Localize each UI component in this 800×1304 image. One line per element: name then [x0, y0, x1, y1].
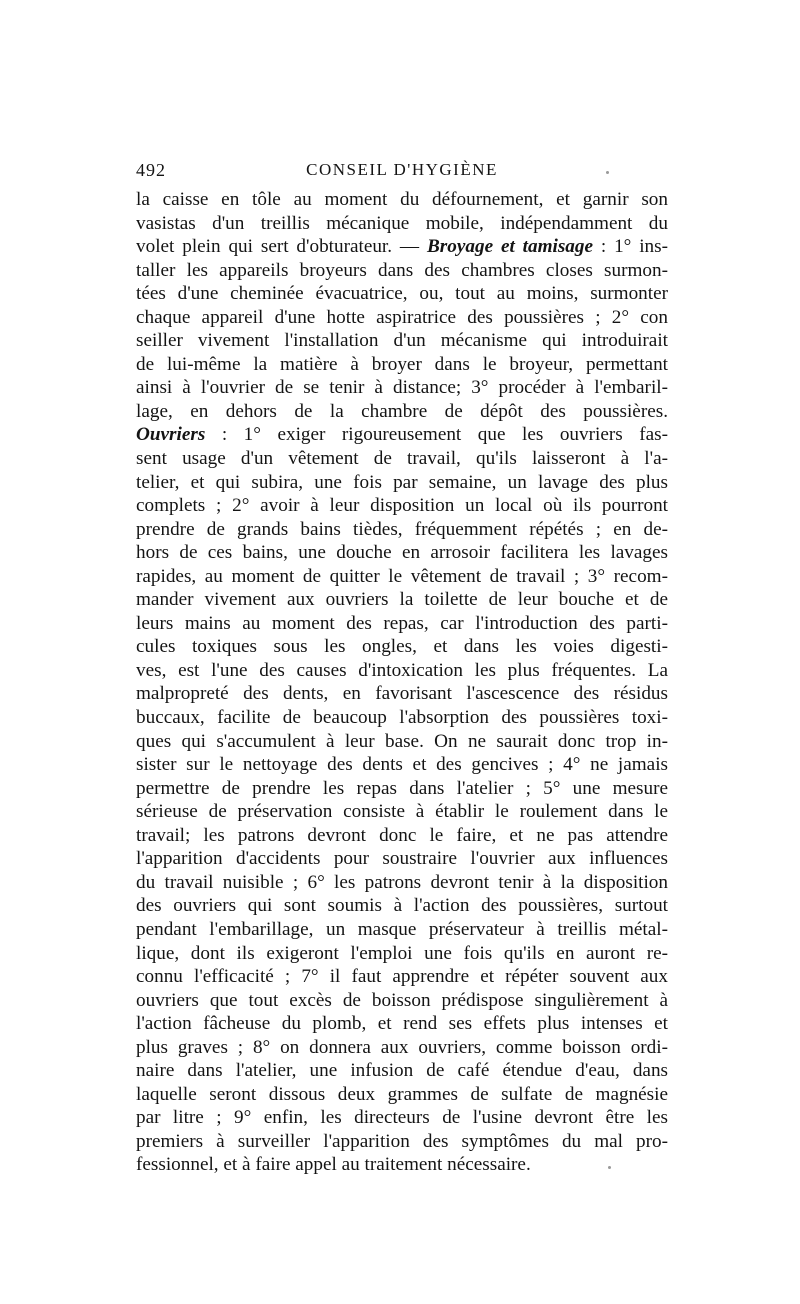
text-line: fessionnel, et à faire appel au traitement nécessaire. — [136, 1154, 531, 1176]
text-line — [136, 423, 668, 447]
text-line: l'apparition d'accidents pour soustraire l'ouvrier aux influences — [136, 848, 668, 870]
text-line: mander vivement aux ouvriers la toilette de leur bouche et de — [136, 589, 668, 611]
text-line: premiers à surveiller l'apparition des symptômes du mal pro- — [136, 1130, 668, 1152]
text-line: buccaux, facilite de beaucoup l'absorption des poussières toxi- — [136, 707, 668, 729]
text-line: cules toxiques sous les ongles, et dans les voies digesti- — [136, 636, 668, 658]
running-head — [136, 160, 668, 186]
text-line: travail; les patrons devront donc le faire, et ne pas attendre — [136, 824, 668, 846]
text-line: permettre de prendre les repas dans l'atelier ; 5° une mesure — [136, 777, 668, 799]
text-line: chaque appareil d'une hotte aspiratrice des poussières ; 2° con — [136, 306, 668, 328]
text-line: ques qui s'accumulent à leur base. On ne saurait donc trop in- — [136, 730, 668, 752]
text-line: l'action fâcheuse du plomb, et rend ses effets plus intenses et — [136, 1013, 668, 1035]
text-line: seiller vivement l'installation d'un mécanisme qui introduirait — [136, 330, 668, 352]
text-line — [136, 235, 668, 259]
text-line: connu l'efficacité ; 7° il faut apprendre et répéter souvent aux — [136, 966, 668, 988]
text-line: malpropreté des dents, en favorisant l'ascescence des résidus — [136, 683, 668, 705]
page-number: 492 — [136, 160, 166, 180]
text-line: ouvriers que tout excès de boisson prédispose singulièrement à — [136, 989, 668, 1011]
text-line: leurs mains au moment des repas, car l'introduction des parti- — [136, 612, 668, 634]
running-title: CONSEIL D'HYGIÈNE — [306, 160, 498, 179]
text-line: pendant l'embarillage, un masque préservateur à treillis métal- — [136, 918, 668, 940]
paper-speck — [606, 171, 609, 174]
text-line: prendre de grands bains tièdes, fréquemment répétés ; en de- — [136, 518, 668, 540]
text-line: tées d'une cheminée évacuatrice, ou, tout au moins, surmonter — [136, 283, 668, 305]
text-line: hors de ces bains, une douche en arrosoir facilitera les lavages — [136, 542, 668, 564]
text-line: des ouvriers qui sont soumis à l'action des poussières, surtout — [136, 895, 668, 917]
text-line: naire dans l'atelier, une infusion de café étendue d'eau, dans — [136, 1060, 668, 1082]
line-text: : 1° exiger rigoureusement que les ouvriers fas- — [205, 424, 668, 446]
text-line: lique, dont ils exigeront l'emploi une fois qu'ils en auront re- — [136, 942, 668, 964]
text-line: ainsi à l'ouvrier de se tenir à distance; 3° procéder à l'embaril- — [136, 377, 668, 399]
text-line: par litre ; 9° enfin, les directeurs de l'usine devront être les — [136, 1107, 668, 1129]
section-heading-italic: Broyage et tamisage — [427, 236, 594, 258]
body-paragraph — [136, 188, 668, 1177]
text-line: taller les appareils broyeurs dans des chambres closes surmon- — [136, 259, 668, 281]
section-heading-italic: Ouvriers — [136, 424, 206, 446]
text-line: complets ; 2° avoir à leur disposition un local où ils pourront — [136, 495, 668, 517]
text-line: sister sur le nettoyage des dents et des gencives ; 4° ne jamais — [136, 754, 668, 776]
text-line: telier, et qui subira, une fois par semaine, un lavage des plus — [136, 471, 668, 493]
text-line: plus graves ; 8° on donnera aux ouvriers, comme boisson ordi- — [136, 1036, 668, 1058]
text-line: vasistas d'un treillis mécanique mobile, indépendamment du — [136, 212, 668, 234]
text-line: la caisse en tôle au moment du défournement, et garnir son — [136, 189, 668, 210]
text-line: lage, en dehors de la chambre de dépôt des poussières. — [136, 400, 668, 422]
text-line: du travail nuisible ; 6° les patrons devront tenir à la disposition — [136, 871, 668, 893]
text-line: sérieuse de préservation consiste à établir le roulement dans le — [136, 801, 668, 823]
text-line: sent usage d'un vêtement de travail, qu'ils laisseront à l'a- — [136, 448, 668, 470]
text-line: ves, est l'une des causes d'intoxication les plus fréquentes. La — [136, 659, 668, 681]
line-text: : 1° ins- — [593, 236, 668, 258]
text-line: rapides, au moment de quitter le vêtement de travail ; 3° recom- — [136, 565, 668, 587]
paper-speck — [608, 1166, 611, 1169]
text-line: laquelle seront dissous deux grammes de sulfate de magnésie — [136, 1083, 668, 1105]
line-text: volet plein qui sert d'obturateur. — — [136, 236, 427, 258]
text-line: de lui-même la matière à broyer dans le broyeur, permettant — [136, 353, 668, 375]
